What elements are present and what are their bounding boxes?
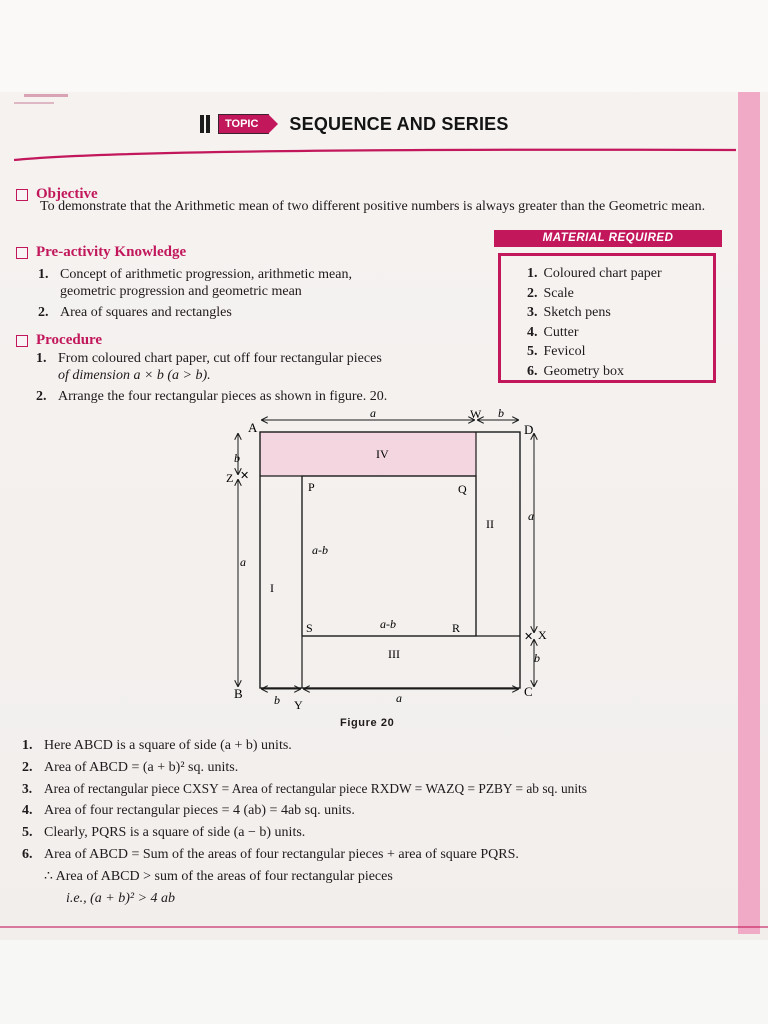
- label-d-point: D: [524, 422, 534, 437]
- item-text: Coloured chart paper: [543, 266, 662, 281]
- item-number: 1.: [22, 738, 33, 753]
- figure-20: [222, 404, 562, 714]
- item-number: 2.: [38, 305, 49, 320]
- label-z: Z: [226, 471, 234, 485]
- label-b-top: b: [498, 406, 504, 420]
- list-item: [36, 388, 387, 405]
- material-item: [527, 284, 713, 304]
- result-item: [22, 802, 355, 820]
- page-header: [200, 110, 509, 138]
- pre-activity-heading: [16, 244, 186, 261]
- item-text: Area of four rectangular pieces = 4 (ab) = 4ab sq. units.: [44, 803, 355, 818]
- material-item: [527, 303, 713, 323]
- item-text: Area of ABCD = Sum of the areas of four rectangular pieces + area of square PQRS.: [44, 847, 519, 862]
- item-number: 1.: [527, 266, 538, 281]
- label-a-bottom: a: [396, 691, 402, 705]
- figure-caption: Figure 20: [340, 717, 395, 729]
- item-text: Area of squares and rectangles: [60, 305, 232, 320]
- material-box: [498, 253, 716, 383]
- item-number: 2.: [527, 285, 538, 301]
- objective-text: To demonstrate that the Arithmetic mean of two different positive numbers is always greater than the Geometric mean.: [40, 199, 706, 214]
- item-text: Area of rectangular piece CXSY = Area of rectangular piece RXDW = WAZQ = PZBY = ab sq. units: [44, 781, 587, 796]
- label-y: Y: [294, 698, 303, 712]
- header-rule: [14, 146, 736, 162]
- item-number: 4.: [527, 324, 538, 340]
- label-b-point: B: [234, 686, 243, 701]
- result-item: [22, 759, 238, 777]
- procedure-heading-text: Procedure: [36, 332, 103, 348]
- conclusion-inequality: i.e., (a + b)² > 4 ab: [66, 891, 176, 906]
- item-text: Cutter: [543, 324, 579, 340]
- item-text: Fevicol: [543, 344, 586, 360]
- checkbox-icon: [16, 335, 28, 347]
- item-number: 2.: [22, 760, 33, 775]
- label-x: X: [538, 628, 547, 642]
- material-item: [527, 323, 713, 343]
- footer-rule: [0, 926, 768, 928]
- label-p: P: [308, 480, 315, 494]
- item-text: Geometry box: [543, 363, 624, 379]
- item-text-line: of dimension a × b (a > b).: [58, 368, 211, 383]
- pre-activity-heading-text: Pre-activity Knowledge: [36, 244, 187, 260]
- side-color-bar: [738, 92, 760, 934]
- conclusion-line: ∴ Area of ABCD > sum of the areas of four rectangular pieces: [44, 869, 393, 884]
- label-c-point: C: [524, 684, 533, 699]
- label-i: I: [270, 581, 274, 595]
- item-text: [58, 350, 382, 384]
- item-text: [60, 266, 352, 300]
- label-a-right: a: [528, 509, 534, 523]
- procedure-heading: [16, 332, 102, 349]
- margin-mark: [14, 102, 54, 104]
- label-a-top: a: [370, 406, 376, 420]
- item-number: 1.: [36, 351, 47, 366]
- checkbox-icon: [16, 247, 28, 259]
- item-number: 3.: [22, 781, 33, 796]
- item-text: Here ABCD is a square of side (a + b) units.: [44, 738, 292, 753]
- material-list: [501, 256, 713, 382]
- item-number: 6.: [22, 847, 33, 862]
- label-q: Q: [458, 482, 467, 496]
- label-s: S: [306, 621, 313, 635]
- topic-tag: TOPIC: [218, 114, 269, 134]
- checkbox-icon: [16, 189, 28, 201]
- material-item: [527, 264, 713, 284]
- label-iv: IV: [376, 447, 389, 461]
- result-item: [22, 780, 587, 798]
- item-text-line: Concept of arithmetic progression, arithmetic mean,: [60, 267, 352, 282]
- item-text-line: From coloured chart paper, cut off four rectangular pieces: [58, 351, 382, 366]
- item-text: Scale: [543, 285, 574, 301]
- result-item: [22, 737, 292, 755]
- label-iii: III: [388, 647, 400, 661]
- top-margin: [0, 0, 768, 92]
- bottom-margin: [0, 940, 768, 1024]
- label-b-right: b: [534, 651, 540, 665]
- item-number: 5.: [527, 344, 538, 360]
- item-number: 6.: [527, 363, 538, 379]
- label-ii: II: [486, 517, 494, 531]
- margin-mark: [24, 94, 68, 97]
- item-text: Clearly, PQRS is a square of side (a − b) units.: [44, 825, 306, 840]
- label-r: R: [452, 621, 461, 635]
- result-item: [22, 846, 519, 864]
- label-amb-bottom: a-b: [380, 617, 396, 631]
- item-number: 5.: [22, 825, 33, 840]
- tick-x-mark: ✕: [240, 470, 250, 482]
- label-b-bottom: b: [274, 693, 280, 707]
- tick-x-mark: ✕: [524, 631, 534, 643]
- item-number: 2.: [36, 389, 47, 404]
- item-text-line: geometric progression and geometric mean: [60, 284, 302, 299]
- material-item: [527, 342, 713, 362]
- list-item: [38, 304, 232, 321]
- label-a-point: A: [248, 420, 258, 435]
- list-item: [36, 350, 382, 384]
- item-text: Arrange the four rectangular pieces as shown in figure. 20.: [58, 389, 388, 404]
- item-number: 4.: [22, 803, 33, 818]
- material-heading: MATERIAL REQUIRED: [494, 230, 722, 247]
- label-w: W: [470, 407, 482, 421]
- figure-svg: [222, 404, 562, 714]
- page-title: SEQUENCE AND SERIES: [289, 113, 509, 134]
- square-pqrs: [302, 476, 476, 636]
- item-text: Area of ABCD = (a + b)² sq. units.: [44, 760, 239, 775]
- list-item: [38, 266, 352, 300]
- item-text: Sketch pens: [543, 305, 611, 321]
- material-item: [527, 362, 713, 382]
- rectangle-iv: [260, 432, 476, 476]
- label-b-left: b: [234, 451, 240, 465]
- item-number: 1.: [38, 267, 49, 282]
- label-a-left: a: [240, 555, 246, 569]
- result-item: [22, 824, 305, 842]
- objective-heading-text: Objective: [36, 186, 98, 202]
- topic-bars-icon: [200, 115, 210, 133]
- label-amb-side: a-b: [312, 543, 328, 557]
- item-number: 3.: [527, 305, 538, 321]
